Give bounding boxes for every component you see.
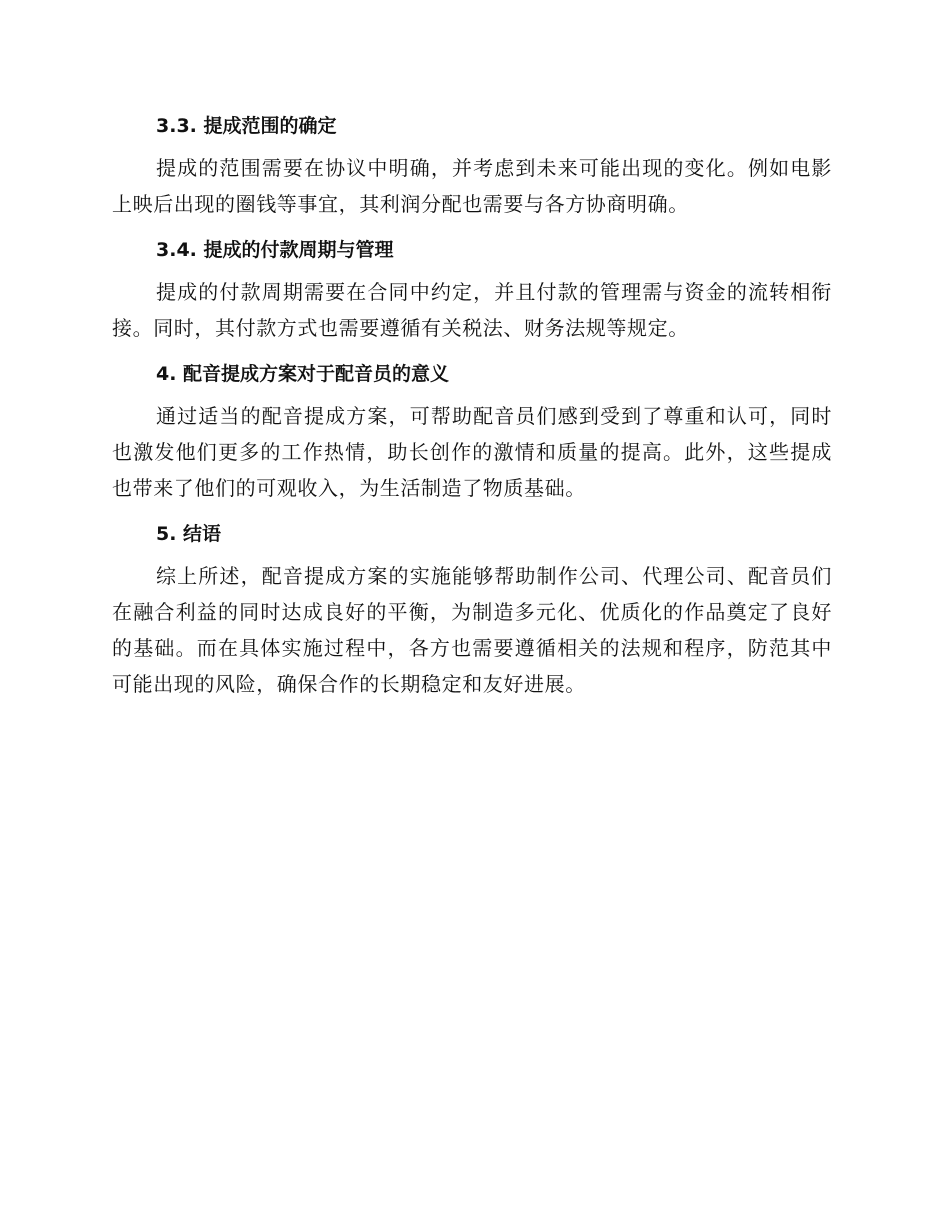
section-heading-3-4: 3.4. 提成的付款周期与管理	[156, 239, 394, 261]
section-heading-5: 5. 结语	[156, 523, 222, 545]
section-paragraph-3-4: 提成的付款周期需要在合同中约定，并且付款的管理需与资金的流转相衔接。同时，其付款方式也需要遵循有关税法、财务法规等规定。	[112, 280, 832, 340]
section-paragraph-4: 通过适当的配音提成方案，可帮助配音员们感到受到了尊重和认可，同时也激发他们更多的工作热情，助长创作的激情和质量的提高。此外，这些提成也带来了他们的可观收入，为生活制造了物质基础。	[112, 404, 832, 500]
section-paragraph-5: 综上所述，配音提成方案的实施能够帮助制作公司、代理公司、配音员们在融合利益的同时达成良好的平衡，为制造多元化、优质化的作品奠定了良好的基础。而在具体实施过程中，各方也需要遵循相关的法规和程序，防范其中可能出现的风险，确保合作的长期稳定和友好进展。	[112, 564, 832, 696]
section-paragraph-3-3: 提成的范围需要在协议中明确，并考虑到未来可能出现的变化。例如电影上映后出现的圈钱等事宜，其利润分配也需要与各方协商明确。	[112, 156, 832, 216]
document-content	[112, 108, 832, 712]
section-heading-4: 4. 配音提成方案对于配音员的意义	[156, 363, 450, 385]
section-heading-3-3: 3.3. 提成范围的确定	[156, 115, 337, 137]
